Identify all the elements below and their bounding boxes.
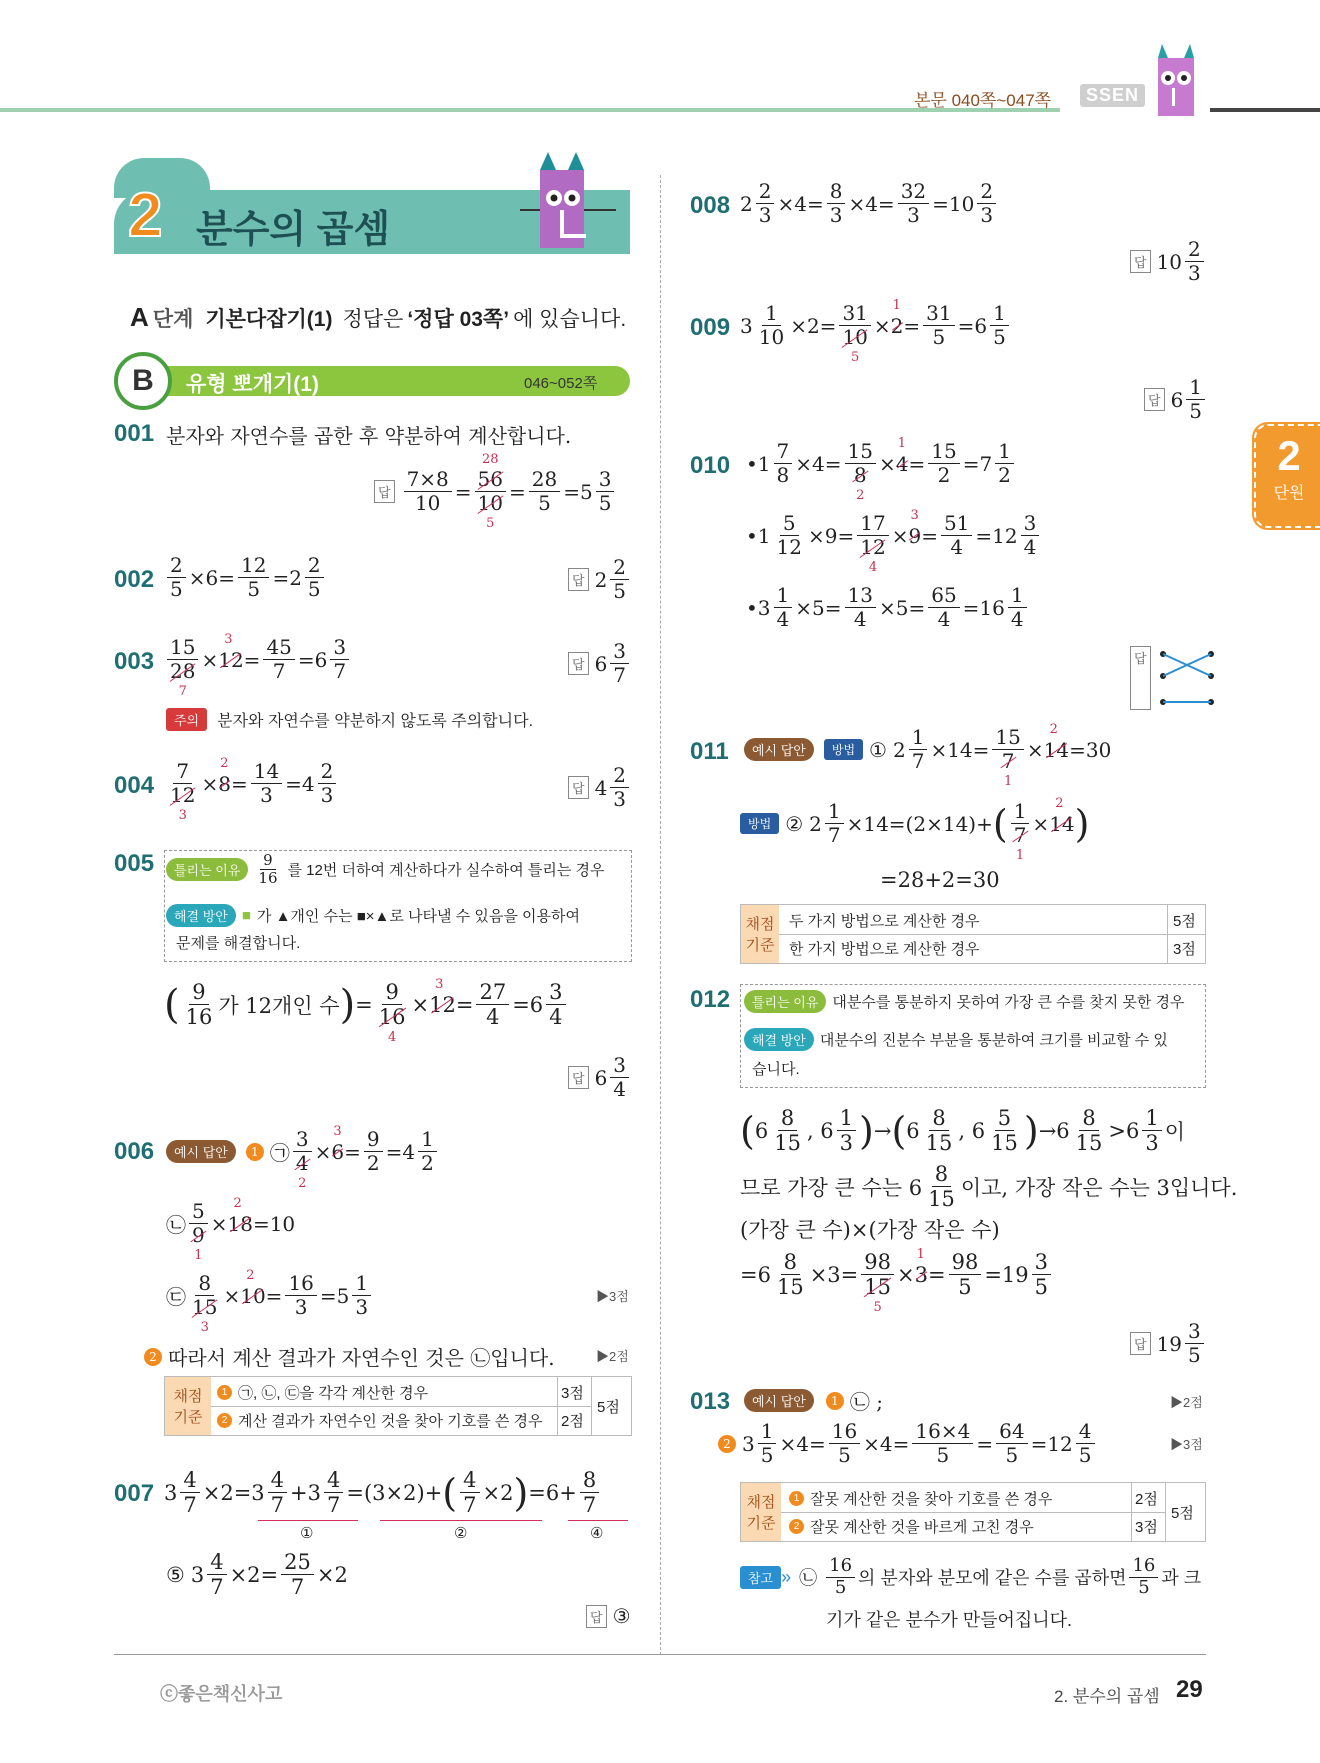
problem-010-number: 010 (690, 452, 731, 479)
problem-004-number: 004 (114, 772, 155, 799)
example-answer-badge: 예시 답안 (744, 738, 814, 761)
score-pt-2: 3점 (1173, 941, 1196, 958)
score-key: 채점 기준 (165, 1377, 211, 1435)
answer-label: 답 (568, 652, 589, 675)
problem-012-fix (744, 1028, 1168, 1051)
problem-005-fix-2: 문제를 해결합니다. (176, 935, 301, 952)
stage-b-letter-circle (114, 352, 172, 410)
caution-badge: 주의 (166, 708, 207, 731)
answer-label: 답 (568, 1066, 589, 1089)
brand-label: SSEN (1086, 85, 1140, 105)
problem-010-line-2: •1 $\frac{5}{12}$ ×9= 17 12 4 × 9 3 = $\frac{51}{4}$ =12 $\frac{3}{4}$ (746, 512, 1042, 559)
problem-009-equation: 3 $\frac{1}{10}$ ×2= 31 10 5 × 2 1 = $\frac{31}{5}$ =6 $\frac{1}{5}$ (740, 302, 1012, 349)
score-col (1167, 905, 1168, 963)
problem-005-number: 005 (114, 850, 155, 877)
underline-3 (568, 1520, 628, 1521)
answer-label: 답 (1130, 250, 1151, 273)
fix-badge: 해결 방안 (166, 904, 236, 927)
method-1-badge: 방법 (824, 739, 863, 760)
underline-2 (380, 1520, 542, 1521)
footer-page-number: 29 (1176, 1676, 1203, 1703)
ref-circ: ㉡ (799, 1568, 818, 1589)
score-key: 채점 기준 (741, 905, 779, 963)
caution-text: 분자와 자연수를 약분하지 않도록 주의합니다. (217, 713, 534, 730)
score-total: 5점 (1171, 1505, 1194, 1522)
score-col-2 (591, 1377, 592, 1435)
score-pt-2: 2점 (561, 1413, 584, 1430)
problem-006-pts-2: ▶2점 (596, 1349, 629, 1364)
problem-012-wrong (744, 990, 1185, 1013)
stage-a-text4: ‘정답 03쪽’ (407, 308, 510, 331)
stage-a-text5: 에 있습니다. (513, 308, 627, 331)
mascot-header-icon (1148, 44, 1206, 124)
score-col (1131, 1483, 1132, 1541)
brand-badge (1080, 84, 1145, 107)
problem-005-wrong: 틀리는 이유 $\frac{9}{16}$ 를 12번 더하여 계산하다가 실수하여 틀리는 경우 (166, 852, 605, 888)
score-key: 채점 기준 (741, 1483, 781, 1541)
problem-003-number: 003 (114, 648, 155, 675)
problem-013-ref: 참고 » ㉡ $\frac{16}{5}$ 의 분자와 분모에 같은 수를 곱하면 $\frac{16}{5}$ 과 크 (740, 1556, 1201, 1598)
stage-b-letter: B (132, 364, 154, 397)
problem-011-line-3: =28+2=30 (880, 868, 1000, 892)
wrong-reason-text: 를 12번 더하여 계산하다가 실수하여 틀리는 경우 (287, 862, 605, 880)
problem-004-equation: 7 12 3 × 8 2 = $\frac{14}{3}$ =4 $\frac{2}{3}$ (164, 760, 339, 807)
problem-012-answer: 답 19 $\frac{3}{5}$ (1130, 1320, 1207, 1367)
problem-002-number: 002 (114, 566, 155, 593)
score-pt-1: 5점 (1173, 913, 1196, 930)
underline-1 (258, 1520, 358, 1521)
fix-text-1: 대분수의 진분수 부분을 통분하여 크기를 비교할 수 있 (819, 1032, 1168, 1049)
problem-013-line-2: 2 3 $\frac{1}{5}$ ×4= $\frac{16}{5}$ ×4= $\frac{16\times 4}{5}$ = $\frac{64}{5}$ =12 $\frac{4}{5}$ (718, 1420, 1098, 1467)
chapter-number: 2 (128, 181, 163, 250)
problem-007-equation: 3 $\frac{4}{7}$ ×2=3 $\frac{4}{7}$ +3 $\frac{4}{7}$ =(3×2)+ ( $\frac{4}{7}$ ×2 ) =6+ $\frac{8}{7}$ (164, 1468, 602, 1517)
column-divider (660, 175, 661, 1655)
footer-copyright: ⓒ좋은책신사고 (160, 1684, 283, 1704)
wrong-reason-text: 대분수를 통분하지 못하여 가장 큰 수를 찾지 못한 경우 (832, 994, 1185, 1011)
problem-008-answer: 답 10 $\frac{2}{3}$ (1130, 238, 1207, 285)
problem-008-equation: 2 $\frac{2}{3}$ ×4= $\frac{8}{3}$ ×4= $\frac{32}{3}$ =10 $\frac{2}{3}$ (740, 180, 999, 227)
problem-012-line-3: (가장 큰 수)×(가장 작은 수) (740, 1218, 1000, 1242)
problem-009-number: 009 (690, 314, 731, 341)
score-row-1: 두 가지 방법으로 계산한 경우 (789, 913, 980, 930)
problem-001-equation: 답 $\frac{7\times 8}{10}$ = 56 10 28 5 = $\frac{28}{5}$ =5 $\frac{3}{5}$ (374, 468, 617, 515)
problem-013-number: 013 (690, 1388, 731, 1415)
problem-012-fix-2: 습니다. (752, 1061, 800, 1078)
stage-a-text2: 기본다잡기(1) (205, 308, 333, 331)
answer-label: 답 (1130, 1332, 1151, 1355)
score-row-2: 2 잘못 계산한 것을 바르게 고친 경우 (789, 1516, 1034, 1537)
problem-006-line-2: ㉡ 5 9 1 × 18 2 =10 (166, 1195, 296, 1263)
score-col-2 (1165, 1483, 1166, 1541)
answer-label: 답 (568, 776, 589, 799)
header-rule-dark (1210, 108, 1320, 112)
problem-002-answer: 답 2 $\frac{2}{5}$ (568, 556, 632, 603)
problem-006-line-1: 예시 답안 1 ㉠ 3 4 2 × 6 3 = $\frac{9}{2}$ =4 $\frac{1}{2}$ (166, 1128, 440, 1175)
answer-label: 답 (586, 1605, 607, 1628)
matching-lines-icon (1157, 646, 1217, 710)
problem-007-answer-value: ③ (612, 1604, 631, 1628)
problem-013-line-1: 예시 답안 1 ㉡ ; (744, 1386, 883, 1415)
stage-a-line (130, 302, 626, 333)
score-row-1-text: ㉠, ㉡, ㉢을 각각 계산한 경우 (238, 1385, 429, 1402)
problem-011-score-table (740, 904, 1206, 964)
side-tab-number: 2 (1277, 432, 1301, 479)
suffix-i: 이 (1164, 1119, 1186, 1144)
problem-007-number: 007 (114, 1480, 155, 1507)
problem-012-line-1: ( 6 $\frac{8}{15}$ , 6 $\frac{1}{3}$ ) → ( 6 $\frac{8}{15}$ , 6 $\frac{5}{15}$ ) →6 $\frac{8}{15}$ >6 $\frac{1}{3}$ 이 (740, 1106, 1186, 1156)
problem-012-number: 012 (690, 986, 731, 1013)
score-row-1: 1 잘못 계산한 것을 찾아 기호를 쓴 경우 (789, 1488, 1052, 1509)
problem-005-equation: ( $\frac{9}{16}$ 가 12개인 수 ) = 9 16 4 × 12 3 = $\frac{27}{4}$ =6 $\frac{3}{4}$ (164, 980, 569, 1029)
problem-003-equation: 15 28 7 × 12 3 = $\frac{45}{7}$ =6 $\frac{3}{7}$ (164, 636, 352, 683)
problem-003-caution (166, 708, 533, 731)
stage-b-pages: 046~052쪽 (524, 375, 598, 392)
problem-013-pts-2: ▶3점 (1170, 1437, 1203, 1452)
score-total: 5점 (597, 1399, 620, 1416)
problem-006-line-3: ㉢ 8 15 3 × 10 2 = $\frac{16}{3}$ =5 $\frac{1}{3}$ (166, 1272, 374, 1319)
chapter-side-tab (1254, 424, 1320, 528)
problem-010-line-1: •1 $\frac{7}{8}$ ×4= 15 8 2 × 4 1 = $\frac{15}{2}$ =7 $\frac{1}{2}$ (746, 440, 1017, 487)
stage-a-text3: 정답은 (342, 308, 404, 331)
mark-5: ⑤ (166, 1562, 185, 1587)
score-row-1-text: 잘못 계산한 것을 찾아 기호를 쓴 경우 (810, 1491, 1053, 1508)
wrong-reason-badge: 틀리는 이유 (744, 990, 826, 1013)
score-divider (211, 1406, 591, 1407)
problem-013-score-table (740, 1482, 1206, 1542)
problem-010-answer (1130, 646, 1217, 710)
answer-label: 답 (374, 480, 395, 503)
problem-006-conclusion: 따라서 계산 결과가 자연수인 것은 ㉡입니다. (168, 1346, 555, 1370)
problem-012-line-2: 므로 가장 큰 수는 6 $\frac{8}{15}$ 이고, 가장 작은 수는 3입니다. (740, 1162, 1238, 1212)
example-answer-badge: 예시 답안 (744, 1389, 814, 1412)
problem-001-number: 001 (114, 420, 155, 447)
chapter-title: 분수의 곱셈 (196, 209, 391, 251)
score-pt-1: 3점 (561, 1385, 584, 1402)
mark-2: ② (454, 1524, 468, 1542)
problem-011-line-1: 예시 답안 방법 ① 2 $\frac{1}{7}$ ×14= 15 7 1 × 14 2 =30 (744, 726, 1111, 773)
fix-badge: 해결 방안 (744, 1028, 814, 1051)
answer-label: 답 (568, 568, 589, 591)
mark-1: ① (300, 1524, 314, 1542)
problem-007-line-2: ⑤ 3 $\frac{4}{7}$ ×2= $\frac{25}{7}$ ×2 (166, 1550, 348, 1600)
footer-rule (114, 1654, 1206, 1655)
problem-005-fix: 해결 방안 ■ 가 ▲개인 수는 ■×▲로 나타낼 수 있음을 이용하여 (166, 904, 580, 927)
score-row-1: 1 ㉠, ㉡, ㉢을 각각 계산한 경우 (217, 1382, 428, 1403)
problem-013-first: ㉡ ; (849, 1390, 883, 1414)
score-row-2-text: 잘못 계산한 것을 바르게 고친 경우 (810, 1519, 1034, 1536)
problem-008-number: 008 (690, 192, 731, 219)
stage-a-letter: A (130, 302, 149, 332)
problem-011-number: 011 (690, 738, 729, 765)
score-col (557, 1377, 558, 1435)
page-range: 본문 040쪽~047쪽 (914, 91, 1052, 110)
problem-006-score-table (164, 1376, 632, 1436)
reference-badge: 참고 (740, 1566, 781, 1589)
score-row-2: 2 계산 결과가 자연수인 것을 찾아 기호를 쓴 경우 (217, 1410, 542, 1431)
score-pt-1: 2점 (1135, 1491, 1158, 1508)
score-row-2-text: 계산 결과가 자연수인 것을 찾아 기호를 쓴 경우 (238, 1413, 543, 1430)
side-tab-label: 단원 (1273, 485, 1305, 502)
stage-b-title: 유형 뽀개기(1) (186, 373, 319, 396)
stage-a-text1: 단계 (152, 308, 194, 331)
paren-text: 가 12개인 수 (218, 993, 340, 1018)
problem-013-ref-2: 기가 같은 분수가 만들어집니다. (826, 1610, 1073, 1630)
score-divider (779, 934, 1205, 935)
score-divider (781, 1512, 1165, 1513)
wrong-reason-badge: 틀리는 이유 (166, 858, 248, 881)
ref-text-1: 의 분자와 분모에 같은 수를 곱하면 (858, 1568, 1127, 1589)
problem-003-answer: 답 6 $\frac{3}{7}$ (568, 640, 632, 687)
score-row-2: 한 가지 방법으로 계산한 경우 (789, 941, 980, 958)
answer-label: 답 (1130, 646, 1151, 710)
answer-label: 답 (1144, 388, 1165, 411)
mascot-banner-icon (520, 150, 630, 260)
problem-006-number: 006 (114, 1138, 155, 1165)
header-rule (0, 108, 1060, 112)
problem-011-line-2: 방법 ② 2 $\frac{1}{7}$ ×14=(2×14)+ ( 1 7 1 × 14 2 ) (740, 800, 1089, 847)
problem-002-equation: $\frac{2}{5}$ ×6= $\frac{12}{5}$ =2 $\frac{2}{5}$ (164, 554, 327, 601)
score-pt-2: 3점 (1135, 1519, 1158, 1536)
example-answer-badge: 예시 답안 (166, 1140, 236, 1163)
problem-006-pts-1: ▶3점 (596, 1289, 629, 1304)
ref-text-2: 과 크 (1161, 1568, 1202, 1589)
problem-001-text: 분자와 자연수를 곱한 후 약분하여 계산합니다. (166, 424, 572, 448)
footer-chapter: 2. 분수의 곱셈 (1054, 1687, 1160, 1706)
problem-005-answer: 답 6 $\frac{3}{4}$ (568, 1054, 632, 1101)
problem-006-conclusion-row: 2 따라서 계산 결과가 자연수인 것은 ㉡입니다. (144, 1342, 555, 1371)
problem-004-answer: 답 4 $\frac{2}{3}$ (568, 764, 632, 811)
problem-009-answer: 답 6 $\frac{1}{5}$ (1144, 376, 1208, 423)
problem-010-line-3: •3 $\frac{1}{4}$ ×5= $\frac{13}{4}$ ×5= $\frac{65}{4}$ =16 $\frac{1}{4}$ (746, 584, 1030, 631)
mark-4: ④ (590, 1524, 604, 1542)
line2-b: 이고, 가장 작은 수는 3입니다. (960, 1175, 1238, 1200)
fix-text-1: 가 ▲개인 수는 ■×▲로 나타낼 수 있음을 이용하여 (256, 908, 580, 925)
problem-007-answer (586, 1604, 631, 1628)
problem-013-pts-1: ▶2점 (1170, 1395, 1203, 1410)
method-2-badge: 방법 (740, 813, 779, 834)
line2-a: 므로 가장 큰 수는 6 (740, 1175, 923, 1200)
problem-012-line-4: =6 $\frac{8}{15}$ ×3= 98 15 5 × 3 1 = $\frac{98}{5}$ =19 $\frac{3}{5}$ (740, 1250, 1054, 1299)
